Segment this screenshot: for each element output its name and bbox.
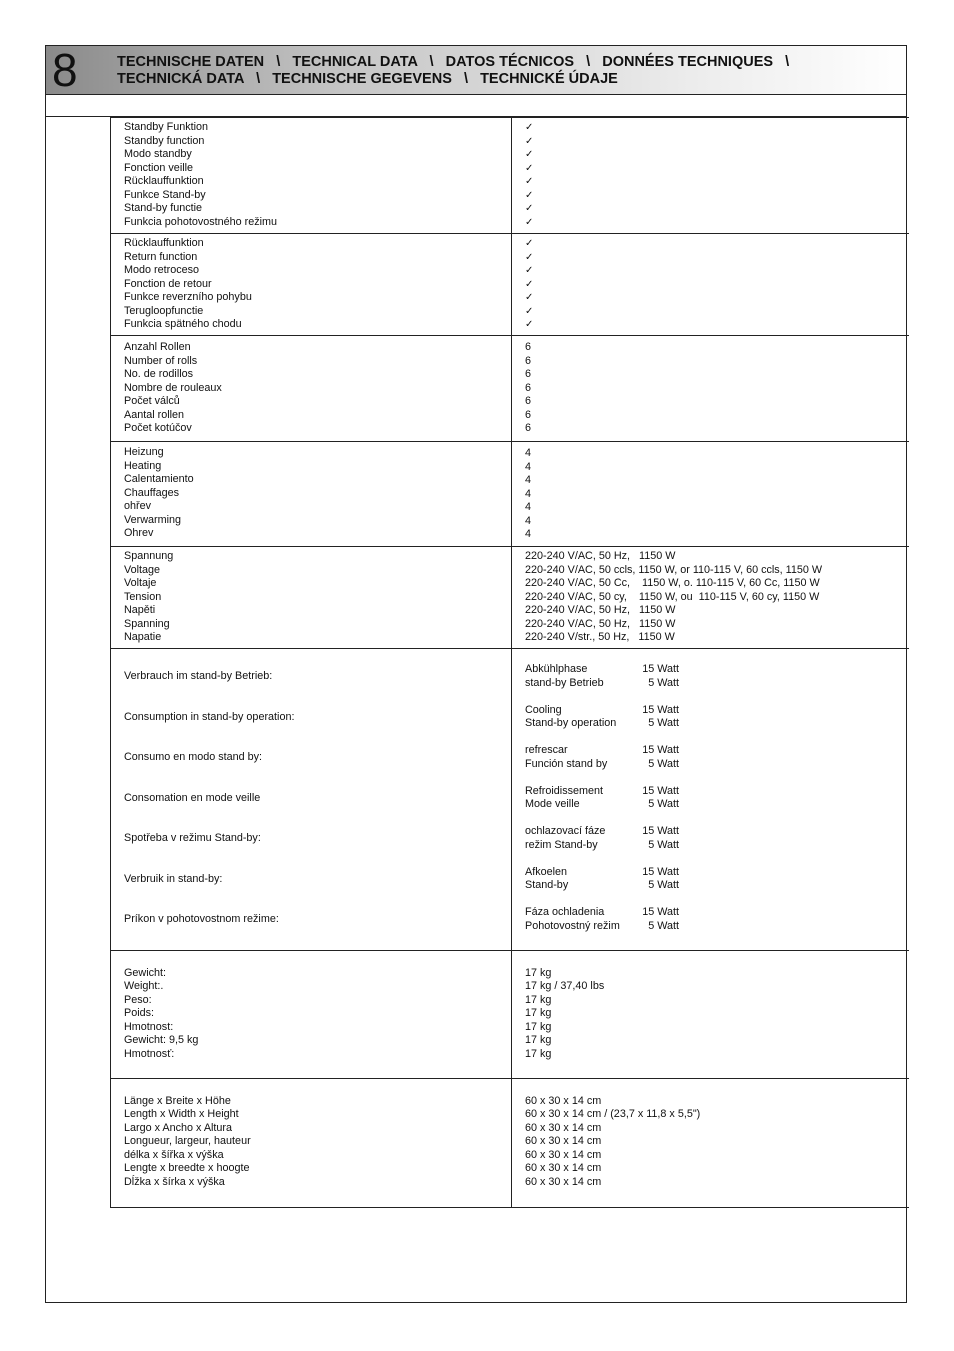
section-title — [117, 54, 817, 88]
rolls-label: Počet kotúčov — [124, 422, 192, 434]
weight-value: 17 kg — [525, 993, 552, 1006]
voltage-value: 220-240 V/AC, 50 Hz, 1150 W — [525, 604, 676, 616]
dimensions-value: 60 x 30 x 14 cm — [525, 1121, 602, 1134]
consumption-pair — [525, 717, 897, 731]
power-value: 5 Watt — [648, 717, 679, 729]
voltage-value: 220-240 V/AC, 50 Cc, 1150 W, o. 110-115 V, 60 Cc, 1150 W — [525, 577, 820, 589]
rolls-value: 6 — [525, 341, 532, 353]
dimensions-label: Largo x Ancho x Altura — [124, 1121, 233, 1134]
dimensions-values — [512, 1078, 909, 1207]
table-row-rolls — [111, 336, 909, 442]
weight-label: Weight:. — [124, 980, 164, 992]
standby-value: ✓ — [525, 216, 534, 228]
weight-value: 17 kg — [525, 1034, 552, 1046]
heating-value: 4 — [525, 474, 532, 486]
weight-label: Peso: — [124, 993, 152, 1006]
standby-value: ✓ — [525, 203, 534, 214]
table-row-dimensions — [111, 1078, 909, 1207]
mode-name: Stand-by — [525, 879, 569, 891]
consumption-pair — [525, 839, 897, 853]
return-value: ✓ — [525, 319, 534, 330]
consumption-pair — [525, 677, 897, 691]
voltage-label: Napěti — [124, 604, 156, 616]
power-value: 15 Watt — [642, 703, 679, 716]
heating-label: Heizung — [124, 446, 164, 458]
rolls-value: 6 — [525, 381, 532, 394]
heating-value: 4 — [525, 447, 532, 459]
return-value: ✓ — [525, 292, 534, 303]
consumption-value-block — [525, 744, 897, 785]
return-labels — [111, 234, 512, 336]
power-value: 5 Watt — [648, 879, 679, 891]
return-label: Return function — [124, 250, 198, 263]
rolls-value: 6 — [525, 368, 532, 380]
voltage-value: 220-240 V/str., 50 Hz, 1150 W — [525, 631, 675, 643]
voltage-value: 220-240 V/AC, 50 ccls, 1150 W, or 110-115 V, 60 ccls, 1150 W — [525, 563, 823, 576]
return-label: Fonction de retour — [124, 277, 212, 290]
consumption-pair — [525, 758, 897, 772]
weight-label: Gewicht: 9,5 kg — [124, 1034, 199, 1046]
table-row-standby — [111, 118, 909, 234]
return-value: ✓ — [525, 278, 534, 290]
weight-label: Hmotnosť: — [124, 1047, 175, 1060]
section-header — [46, 46, 906, 95]
power-value: 15 Watt — [642, 865, 679, 878]
power-value: 5 Watt — [648, 676, 679, 689]
consumption-value-block — [525, 906, 897, 947]
return-label: Rücklauffunktion — [124, 237, 204, 249]
heating-value: 4 — [525, 501, 532, 513]
consumption-label-block — [124, 744, 499, 785]
power-value: 15 Watt — [642, 663, 679, 675]
consumption-values — [512, 649, 909, 951]
section-title-line-2: TECHNICKÁ DATA \ TECHNISCHE GEGEVENS \ TECHNICKÉ ÚDAJE — [117, 71, 618, 87]
consumption-label-block — [124, 866, 499, 907]
standby-value: ✓ — [525, 176, 534, 187]
weight-label: Hmotnost: — [124, 1020, 174, 1033]
rolls-value: 6 — [525, 422, 532, 434]
weight-value: 17 kg — [525, 1020, 552, 1033]
technical-data-table — [110, 117, 909, 1208]
consumption-pair — [525, 906, 897, 920]
dimensions-value: 60 x 30 x 14 cm — [525, 1094, 602, 1107]
heating-value: 4 — [525, 514, 532, 527]
standby-label: Modo standby — [124, 148, 192, 160]
consumption-label: Príkon v pohotovostnom režime: — [124, 913, 279, 925]
power-value: 5 Watt — [648, 838, 679, 851]
standby-labels — [111, 118, 512, 234]
standby-values — [512, 118, 909, 234]
consumption-pair — [525, 704, 897, 718]
consumption-labels — [111, 649, 512, 951]
standby-value: ✓ — [525, 149, 534, 160]
standby-value: ✓ — [525, 122, 534, 133]
mode-name: Abkühlphase — [525, 663, 588, 675]
chapter-number: 8 — [52, 44, 78, 96]
consumption-pair — [525, 866, 897, 880]
dimensions-label: Länge x Breite x Höhe — [124, 1094, 231, 1107]
dimensions-value: 60 x 30 x 14 cm — [525, 1135, 602, 1147]
mode-name: Función stand by — [525, 757, 608, 770]
power-value: 5 Watt — [648, 919, 679, 932]
consumption-pair — [525, 744, 897, 758]
dimensions-label: Length x Width x Height — [124, 1108, 239, 1120]
heating-label: Chauffages — [124, 486, 180, 499]
rolls-label: Number of rolls — [124, 354, 198, 367]
consumption-value-block — [525, 785, 897, 826]
return-label: Terugloopfunctie — [124, 304, 204, 317]
mode-name: ochlazovací fáze — [525, 825, 606, 837]
page-frame — [45, 45, 907, 1303]
voltage-label: Napatie — [124, 631, 162, 643]
weight-value: 17 kg — [525, 1007, 552, 1019]
weight-value: 17 kg — [525, 1047, 552, 1060]
standby-value: ✓ — [525, 162, 534, 174]
consumption-label: Consumo en modo stand by: — [124, 751, 263, 763]
voltage-label: Spanning — [124, 617, 170, 630]
consumption-value-block — [525, 663, 897, 704]
voltage-label: Voltage — [124, 563, 161, 576]
table-row-return — [111, 234, 909, 336]
power-value: 15 Watt — [642, 906, 679, 918]
mode-name: Fáza ochladenia — [525, 906, 605, 918]
rolls-label: No. de rodillos — [124, 368, 194, 380]
return-label: Funkce reverzního pohybu — [124, 291, 252, 303]
table-row-consumption — [111, 649, 909, 951]
heating-value: 4 — [525, 487, 532, 500]
standby-label: Standby function — [124, 134, 205, 147]
standby-label: Stand-by functie — [124, 202, 203, 214]
rolls-label: Nombre de rouleaux — [124, 381, 222, 394]
voltage-label: Tension — [124, 590, 162, 603]
mode-name: stand-by Betrieb — [525, 676, 604, 689]
standby-value: ✓ — [525, 135, 534, 147]
dimensions-value: 60 x 30 x 14 cm / (23,7 x 11,8 x 5,5") — [525, 1108, 701, 1120]
heating-label: ohřev — [124, 500, 152, 512]
weight-value: 17 kg / 37,40 lbs — [525, 980, 605, 992]
consumption-label-block — [124, 825, 499, 866]
power-value: 15 Watt — [642, 825, 679, 837]
voltage-values — [512, 547, 909, 649]
rolls-value: 6 — [525, 395, 532, 407]
table-row-voltage — [111, 547, 909, 649]
return-label: Funkcia spätného chodu — [124, 318, 242, 330]
dimensions-value: 60 x 30 x 14 cm — [525, 1175, 602, 1188]
return-label: Modo retroceso — [124, 264, 200, 276]
mode-name: Mode veille — [525, 798, 580, 810]
heating-label: Verwarming — [124, 513, 182, 526]
standby-label: Rücklauffunktion — [124, 175, 204, 187]
table-row-heating — [111, 442, 909, 547]
consumption-label: Verbrauch im stand-by Betrieb: — [124, 670, 273, 682]
consumption-pair — [525, 825, 897, 839]
return-value: ✓ — [525, 238, 534, 249]
dimensions-value: 60 x 30 x 14 cm — [525, 1162, 602, 1174]
standby-label: Funkce Stand-by — [124, 188, 206, 201]
rolls-label: Aantal rollen — [124, 408, 185, 421]
dimensions-value: 60 x 30 x 14 cm — [525, 1148, 602, 1161]
weight-labels — [111, 950, 512, 1078]
power-value: 5 Watt — [648, 757, 679, 770]
mode-name: refrescar — [525, 744, 568, 756]
consumption-label: Verbruik in stand-by: — [124, 872, 223, 885]
dimensions-label: délka x šířka x výška — [124, 1148, 224, 1161]
voltage-value: 220-240 V/AC, 50 Hz, 1150 W — [525, 550, 676, 562]
return-value: ✓ — [525, 265, 534, 276]
weight-values — [512, 950, 909, 1078]
rolls-value: 6 — [525, 354, 532, 367]
weight-value: 17 kg — [525, 966, 552, 979]
power-value: 15 Watt — [642, 784, 679, 797]
standby-value: ✓ — [525, 189, 534, 201]
mode-name: Cooling — [525, 703, 562, 716]
voltage-labels — [111, 547, 512, 649]
consumption-label: Spotřeba v režimu Stand-by: — [124, 832, 261, 844]
weight-label: Gewicht: — [124, 966, 167, 979]
standby-label: Fonction veille — [124, 161, 194, 174]
consumption-pair — [525, 879, 897, 893]
return-values — [512, 234, 909, 336]
weight-label: Poids: — [124, 1007, 155, 1019]
mode-name: Afkoelen — [525, 865, 568, 878]
standby-label: Funkcia pohotovostného režimu — [124, 215, 278, 228]
rolls-label: Anzahl Rollen — [124, 341, 191, 353]
dimensions-label: Lengte x breedte x hoogte — [124, 1162, 250, 1174]
voltage-value: 220-240 V/AC, 50 cy, 1150 W, ou 110-115 V, 60 cy, 1150 W — [525, 590, 820, 603]
consumption-label-block — [124, 704, 499, 745]
consumption-value-block — [525, 825, 897, 866]
heating-labels — [111, 442, 512, 547]
consumption-value-block — [525, 704, 897, 745]
consumption-pair — [525, 920, 897, 934]
rolls-label: Počet válců — [124, 395, 180, 407]
return-value: ✓ — [525, 305, 534, 317]
heating-label: Ohrev — [124, 527, 154, 539]
consumption-pair — [525, 663, 897, 677]
voltage-label: Voltaje — [124, 577, 157, 589]
rolls-values — [512, 336, 909, 442]
heating-values — [512, 442, 909, 547]
dimensions-labels — [111, 1078, 512, 1207]
heating-value: 4 — [525, 528, 532, 540]
standby-label: Standby Funktion — [124, 121, 209, 133]
heating-label: Heating — [124, 459, 162, 472]
consumption-label-block — [124, 663, 499, 704]
return-value: ✓ — [525, 251, 534, 263]
consumption-label-block — [124, 906, 499, 947]
mode-name: Pohotovostný režim — [525, 919, 620, 932]
consumption-pair — [525, 785, 897, 799]
dimensions-label: Longueur, largeur, hauteur — [124, 1135, 251, 1147]
mode-name: režim Stand-by — [525, 838, 598, 851]
consumption-pair — [525, 798, 897, 812]
power-value: 5 Watt — [648, 798, 679, 810]
power-value: 15 Watt — [642, 744, 679, 756]
mode-name: Stand-by operation — [525, 717, 617, 729]
consumption-value-block — [525, 866, 897, 907]
heating-value: 4 — [525, 460, 532, 473]
rolls-value: 6 — [525, 408, 532, 421]
voltage-label: Spannung — [124, 550, 174, 562]
voltage-value: 220-240 V/AC, 50 Hz, 1150 W — [525, 617, 676, 630]
heating-label: Calentamiento — [124, 473, 194, 485]
rolls-labels — [111, 336, 512, 442]
dimensions-label: Dĺžka x šírka x výška — [124, 1175, 225, 1188]
section-title-line-1: TECHNISCHE DATEN \ TECHNICAL DATA \ DATOS TÉCNICOS \ DONNÉES TECHNIQUES \ — [117, 54, 790, 70]
consumption-label: Consumption in stand-by operation: — [124, 710, 295, 723]
mode-name: Refroidissement — [525, 784, 604, 797]
consumption-label-block — [124, 785, 499, 826]
table-row-weight — [111, 950, 909, 1078]
consumption-label: Consomation en mode veille — [124, 791, 261, 804]
